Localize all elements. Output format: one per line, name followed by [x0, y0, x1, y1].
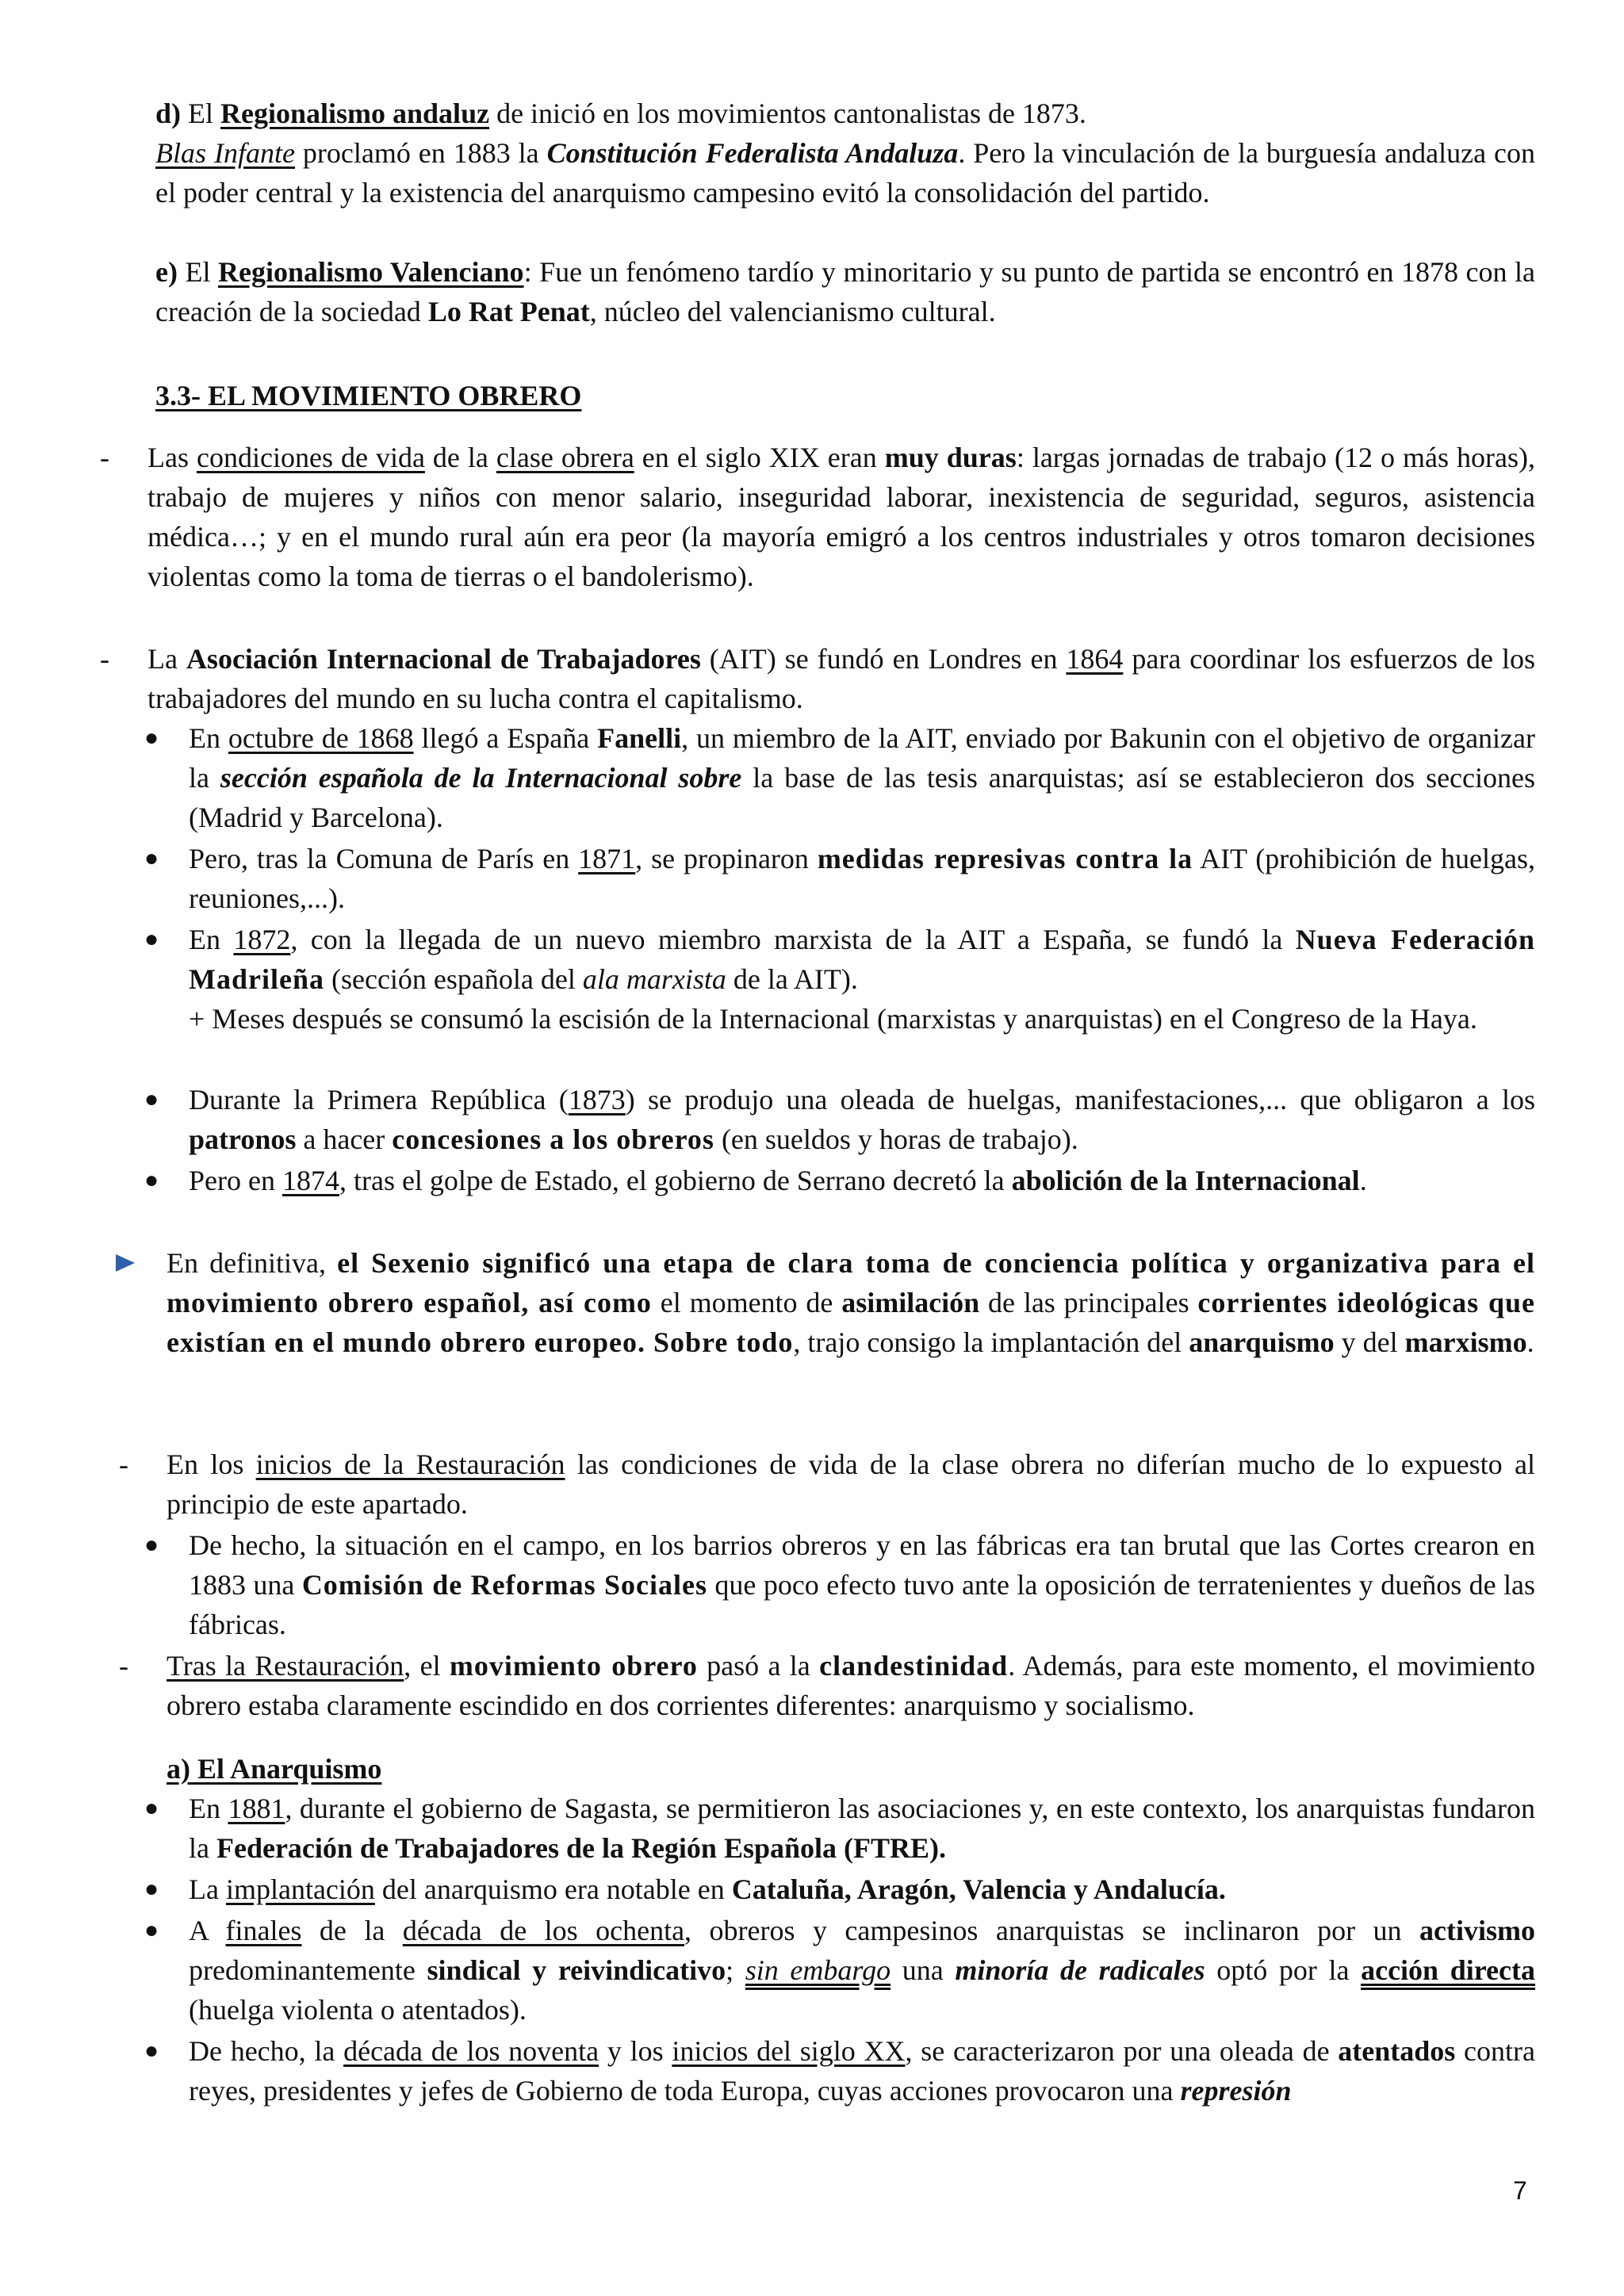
text: . Además, para este momento, el movimiento obrero estaba claramente escindido en dos corrientes diferentes: anarquismo y socialismo. [167, 1650, 1536, 1721]
text: , núcleo del valencianismo cultural. [589, 296, 996, 327]
italic-underlined-text: sin embargo [745, 1954, 891, 1986]
underlined-text: finales [225, 1915, 302, 1946]
underlined-text: 1871 [578, 843, 636, 874]
text: de inició en los movimientos cantonalistas de 1873. [489, 98, 1086, 129]
bullet-marker: ● [144, 1917, 159, 1943]
bold-italic-text: represión [1180, 2075, 1292, 2107]
text: , se propinaron [635, 843, 818, 874]
bold-text: Cataluña, Aragón, Valencia y Andalucía. [731, 1873, 1226, 1905]
underlined-text: condiciones de vida [197, 442, 425, 473]
bold-text: activismo [1419, 1915, 1535, 1946]
bold-text: atentados [1338, 2035, 1456, 2067]
bullet-item [144, 1869, 1535, 1909]
section-d-title: Regionalismo andaluz [220, 98, 490, 129]
list-item [100, 639, 1535, 718]
text: , un miembro de la AIT, enviado por Bakunin con el objetivo de organizar la [189, 722, 1536, 794]
underlined-text: Tras la Restauración [167, 1650, 404, 1682]
subheading-anarquismo [167, 1749, 381, 1789]
text: a hacer [296, 1123, 393, 1155]
text: , obreros y campesinos anarquistas se inclinaron por un [684, 1915, 1420, 1946]
text: el momento de [651, 1287, 842, 1318]
bullet-item [144, 718, 1536, 837]
section-d-paragraph [155, 94, 1535, 212]
text: (huelga violenta o atentados). [189, 1994, 527, 2026]
bullet-marker: ● [144, 1167, 159, 1193]
text: A [189, 1915, 226, 1946]
bullet-marker: ● [144, 1086, 159, 1112]
underlined-text: octubre de 1868 [228, 722, 414, 754]
section-e-title: Regionalismo Valenciano [218, 256, 524, 288]
text: En [189, 924, 234, 955]
text: : largas jornadas de trabajo (12 o más horas), trabajo de mujeres y niños con menor salario, inseguridad laborar, inexistencia de seguridad, seguros, asistencia médica…; y en el mundo rural aún era peor (la mayoría emigró a los centros industriales y otros tomaron decisiones violentas como la toma de tierras o el bandolerismo). [147, 442, 1536, 592]
underlined-text: 1864 [1066, 643, 1124, 675]
text: . [1526, 1326, 1534, 1358]
bullet-item [144, 1911, 1535, 2030]
text: contra reyes, presidentes y jefes de Gobierno de toda Europa, cuyas acciones provocaron una [189, 2035, 1535, 2107]
text: una [891, 1954, 956, 1986]
bullet-item [144, 839, 1535, 918]
text: El [177, 256, 218, 288]
bullet-item [144, 1789, 1535, 1868]
text: ) se produjo una oleada de huelgas, manifestaciones,... que obligaron a los [625, 1084, 1535, 1115]
bullet-marker: ● [144, 2038, 159, 2064]
text: Pero, tras la Comuna de París en [189, 843, 579, 874]
text: La [189, 1873, 226, 1905]
dash-marker: - [119, 1448, 128, 1480]
text: de la [424, 442, 496, 473]
bold-text: movimiento obrero [449, 1650, 698, 1682]
text: que poco efecto tuvo ante la oposición de terratenientes y dueños de las fábricas. [189, 1569, 1536, 1640]
bold-text: patronos [189, 1123, 297, 1155]
text: De hecho, la [189, 2035, 344, 2067]
text: ; [726, 1954, 745, 1986]
text: : Fue un fenómeno tardío y minoritario y su punto de partida se encontró en 1878 con la creación de la sociedad [155, 256, 1535, 327]
blas-infante-name: Blas Infante [155, 137, 295, 169]
heading-text: 3.3- EL MOVIMIENTO OBRERO [155, 380, 582, 411]
text: de las principales [979, 1287, 1198, 1318]
bold-italic-text: minoría de radicales [955, 1954, 1205, 1986]
bold-text: muy duras [884, 442, 1017, 473]
constitution-name: Constitución Federalista Andaluza [546, 137, 959, 169]
bold-text: marxismo [1404, 1326, 1527, 1358]
underlined-text: inicios del siglo XX [672, 2035, 906, 2067]
text: llegó a España [413, 722, 598, 754]
text: de la [301, 1915, 403, 1946]
bold-text: clandestinidad [819, 1650, 1009, 1682]
bold-text: concesiones a los obreros [392, 1123, 714, 1155]
text: para coordinar los esfuerzos de los trabajadores del mundo en su lucha contra el capitalismo. [147, 643, 1535, 714]
bold-text: Federación de Trabajadores de la Región Española (FTRE). [216, 1832, 947, 1864]
underlined-text: inicios de la Restauración [255, 1448, 565, 1480]
text: optó por la [1205, 1954, 1362, 1986]
dash-marker: - [100, 643, 109, 675]
bullet-marker: ● [144, 725, 159, 751]
bold-text: medidas represivas contra la [817, 843, 1193, 874]
text: , tras el golpe de Estado, el gobierno de Serrano decretó la [339, 1165, 1012, 1196]
text: En definitiva, [167, 1247, 338, 1279]
section-heading [155, 376, 581, 415]
text: AIT (prohibición de huelgas, reuniones,...). [189, 843, 1535, 914]
underlined-text: clase obrera [496, 442, 634, 473]
underlined-text: década de los ochenta [402, 1915, 685, 1946]
text: , durante el gobierno de Sagasta, se permitieron las asociaciones y, en este contexto, los anarquistas fundaron la [189, 1793, 1535, 1864]
bullet-item [144, 1525, 1536, 1644]
bold-text: el Sexenio significó una etapa de clara toma de conciencia política y organizativa para el movimiento obrero español, así como [167, 1247, 1535, 1318]
text: Durante la Primera República ( [189, 1084, 569, 1115]
italic-text: ala marxista [582, 963, 726, 995]
page-number: 7 [1513, 2176, 1527, 2205]
bold-text: Nueva Federación Madrileña [189, 924, 1536, 995]
bullet-item [144, 2031, 1535, 2110]
text: (en sueldos y horas de trabajo). [714, 1123, 1078, 1155]
text: , el [404, 1650, 450, 1682]
section-e-paragraph [155, 252, 1535, 331]
text: proclamó en 1883 la [294, 137, 547, 169]
bold-text: asimilación [841, 1287, 980, 1318]
arrow-icon [116, 1254, 135, 1272]
text: Las [147, 442, 197, 473]
text: (AIT) se fundó en Londres en [700, 643, 1067, 675]
section-e-label: e) [155, 256, 178, 288]
underlined-text: implantación [225, 1873, 375, 1905]
text: en el siglo XIX eran [634, 442, 885, 473]
dash-marker: - [100, 442, 109, 473]
bold-text: corrientes ideológicas que existían en el mundo obrero europeo. Sobre todo [167, 1287, 1535, 1358]
text: En [189, 722, 228, 754]
subheading-text: a) El Anarquismo [167, 1753, 382, 1785]
underlined-text: 1874 [282, 1165, 339, 1196]
bullet-marker: ● [144, 845, 159, 871]
bold-text: abolición de la Internacional [1011, 1165, 1360, 1196]
bold-text: Comisión de Reformas Sociales [301, 1569, 708, 1601]
text: De hecho, la situación en el campo, en los barrios obreros y en las fábricas era tan brutal que las Cortes crearon en 1883 una [189, 1529, 1535, 1601]
text: La [147, 643, 186, 675]
text: pasó a la [697, 1650, 820, 1682]
underlined-text: década de los noventa [343, 2035, 599, 2067]
list-item [119, 1445, 1535, 1524]
bullet-item [144, 1161, 1535, 1200]
text: En los [167, 1448, 256, 1480]
text: (sección española del [324, 963, 583, 995]
text: , trajo consigo la implantación del [793, 1326, 1189, 1358]
bold-text: Asociación Internacional de Trabajadores [186, 643, 701, 675]
text: la base de las tesis anarquistas; así se establecieron dos secciones (Madrid y Barcelona). [189, 762, 1536, 833]
bullet-marker: ● [144, 1795, 159, 1821]
bullet-item [144, 920, 1536, 1039]
text: las condiciones de vida de la clase obrera no diferían mucho de lo expuesto al principio de este apartado. [167, 1448, 1535, 1520]
bullet-item [144, 1080, 1535, 1159]
dash-marker: - [119, 1650, 128, 1682]
bullet-marker: ● [144, 926, 159, 952]
bullet-marker: ● [144, 1532, 159, 1558]
bold-underlined-text: acción directa [1361, 1954, 1535, 1986]
bold-text: anarquismo [1189, 1326, 1335, 1358]
bold-text: sindical y reivindicativo [427, 1954, 726, 1986]
section-d-label: d) [155, 98, 182, 129]
text: En [189, 1793, 228, 1824]
text: de la AIT). [726, 963, 858, 995]
bold-text: Fanelli [597, 722, 682, 754]
text: . [1359, 1165, 1367, 1196]
text: + Meses después se consumó la escisión de la Internacional (marxistas y anarquistas) en el Congreso de la Haya. [189, 1003, 1477, 1035]
underlined-text: 1881 [228, 1793, 285, 1824]
list-item [119, 1646, 1536, 1725]
text: . Pero la vinculación de la burguesía andaluza con el poder central y la existencia del anarquismo campesino evitó la consolidación del partido. [155, 137, 1535, 209]
text: y los [599, 2035, 672, 2067]
society-name: Lo Rat Penat [427, 296, 590, 327]
bullet-marker: ● [144, 1876, 159, 1902]
underlined-text: 1872 [233, 924, 291, 955]
list-item [100, 438, 1536, 596]
text: predominantemente [189, 1954, 427, 1986]
bold-italic-text: sección española de la Internacional sobre [220, 762, 742, 794]
text: y del [1334, 1326, 1405, 1358]
underlined-text: 1873 [568, 1084, 626, 1115]
text: El [188, 98, 221, 129]
text: , se caracterizaron por una oleada de [905, 2035, 1339, 2067]
text: , con la llegada de un nuevo miembro marxista de la AIT a España, se fundó la [290, 924, 1296, 955]
text: Pero en [189, 1165, 282, 1196]
text: del anarquismo era notable en [374, 1873, 732, 1905]
summary-paragraph [167, 1243, 1535, 1362]
